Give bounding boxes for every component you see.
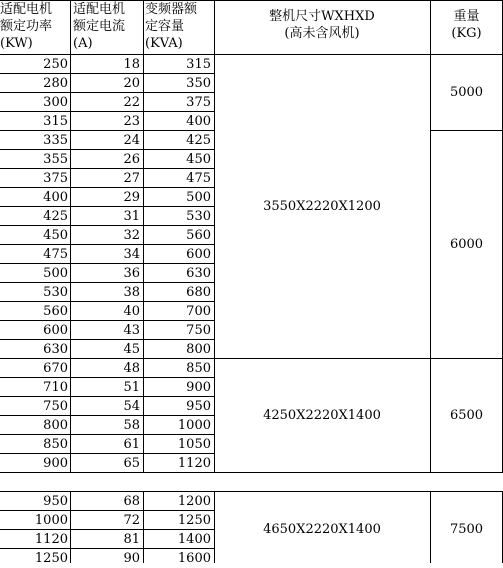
power-cell: 250: [43, 57, 68, 72]
current-cell: 26: [123, 152, 140, 167]
grid-line: [0, 472, 214, 473]
current-cell: 22: [123, 95, 140, 110]
power-cell: 560: [43, 304, 68, 319]
grid-line: [0, 187, 214, 188]
capacity-cell: 1250: [177, 513, 211, 528]
power-cell: 300: [43, 95, 68, 110]
capacity-cell: 375: [186, 95, 211, 110]
capacity-cell: 400: [186, 114, 211, 129]
grid-line: [143, 0, 144, 472]
grid-line: [0, 206, 214, 207]
power-cell: 1000: [34, 513, 68, 528]
grid-line: [0, 111, 214, 112]
grid-line: [0, 358, 214, 359]
group1-weight-a: 5000: [449, 85, 484, 100]
current-cell: 20: [123, 76, 140, 91]
capacity-cell: 1400: [177, 532, 211, 547]
current-cell: 81: [123, 532, 140, 547]
header-capacity-unit: (KVA): [145, 36, 183, 51]
grid-line: [70, 491, 71, 563]
grid-line: [0, 339, 214, 340]
grid-line: [0, 168, 214, 169]
capacity-cell: 350: [186, 76, 211, 91]
grid-line: [0, 54, 503, 55]
power-cell: 850: [43, 437, 68, 452]
power-cell: 335: [43, 133, 68, 148]
grid-line: [430, 130, 503, 131]
grid-line: [430, 491, 431, 563]
power-cell: 710: [43, 380, 68, 395]
header-size-line1: 整机尺寸WXHXD: [269, 9, 375, 24]
current-cell: 36: [123, 266, 140, 281]
header-current-unit: (A): [73, 36, 93, 51]
group2-weight: 6500: [449, 408, 484, 423]
capacity-cell: 900: [186, 380, 211, 395]
current-cell: 32: [123, 228, 140, 243]
capacity-cell: 530: [186, 209, 211, 224]
header-size-line2: (高未含风机): [284, 26, 360, 41]
grid-line: [0, 149, 214, 150]
current-cell: 18: [123, 57, 140, 72]
power-cell: 425: [43, 209, 68, 224]
header-capacity: [145, 1, 215, 53]
capacity-cell: 600: [186, 247, 211, 262]
capacity-cell: 500: [186, 190, 211, 205]
grid-line: [70, 0, 71, 472]
power-cell: 950: [43, 494, 68, 509]
capacity-cell: 850: [186, 361, 211, 376]
header-size: [214, 8, 430, 48]
grid-line: [430, 0, 431, 472]
grid-line: [0, 92, 214, 93]
current-cell: 65: [123, 456, 140, 471]
capacity-cell: 950: [186, 399, 211, 414]
grid-line: [0, 396, 214, 397]
capacity-cell: 680: [186, 285, 211, 300]
power-cell: 530: [43, 285, 68, 300]
capacity-cell: 800: [186, 342, 211, 357]
grid-line: [0, 244, 214, 245]
grid-line: [214, 358, 503, 359]
grid-line: [0, 434, 214, 435]
header-capacity-line2: 定容量: [145, 19, 185, 34]
capacity-cell: 700: [186, 304, 211, 319]
power-cell: 1120: [34, 532, 68, 547]
current-cell: 34: [123, 247, 140, 262]
group3-size: 4650X2220X1400: [263, 522, 381, 537]
current-cell: 40: [123, 304, 140, 319]
grid-line: [0, 130, 214, 131]
current-cell: 61: [123, 437, 140, 452]
capacity-cell: 450: [186, 152, 211, 167]
power-cell: 450: [43, 228, 68, 243]
grid-line: [0, 377, 214, 378]
power-cell: 375: [43, 171, 68, 186]
current-cell: 72: [123, 513, 140, 528]
grid-line: [0, 282, 214, 283]
grid-line: [0, 0, 503, 1]
grid-line: [0, 301, 214, 302]
power-cell: 630: [43, 342, 68, 357]
power-cell: 355: [43, 152, 68, 167]
current-cell: 43: [123, 323, 140, 338]
grid-line: [214, 0, 215, 472]
group3-weight: 7500: [449, 522, 484, 537]
grid-line: [0, 491, 503, 492]
header-weight-line1: 重量: [453, 9, 480, 24]
capacity-cell: 1050: [177, 437, 211, 452]
power-cell: 750: [43, 399, 68, 414]
power-cell: 1250: [34, 551, 68, 566]
grid-line: [0, 529, 214, 530]
current-cell: 27: [123, 171, 140, 186]
capacity-cell: 1120: [177, 456, 211, 471]
grid-line: [0, 453, 214, 454]
current-cell: 68: [123, 494, 140, 509]
power-cell: 315: [43, 114, 68, 129]
grid-line: [214, 472, 503, 473]
group1-weight-b: 6000: [449, 237, 484, 252]
current-cell: 24: [123, 133, 140, 148]
header-current-line1: 适配电机: [73, 2, 126, 17]
current-cell: 29: [123, 190, 140, 205]
header-weight-unit: (KG): [451, 26, 482, 41]
header-power: [0, 1, 70, 53]
grid-line: [0, 225, 214, 226]
grid-line: [0, 510, 214, 511]
current-cell: 54: [123, 399, 140, 414]
current-cell: 51: [123, 380, 140, 395]
current-cell: 23: [123, 114, 140, 129]
capacity-cell: 630: [186, 266, 211, 281]
group2-size: 4250X2220X1400: [263, 408, 381, 423]
header-power-line1: 适配电机: [0, 2, 53, 17]
current-cell: 31: [123, 209, 140, 224]
capacity-cell: 315: [186, 57, 211, 72]
header-weight: [430, 8, 503, 48]
power-cell: 280: [43, 76, 68, 91]
capacity-cell: 475: [186, 171, 211, 186]
capacity-cell: 750: [186, 323, 211, 338]
header-power-line2: 额定功率: [0, 19, 53, 34]
power-cell: 800: [43, 418, 68, 433]
header-capacity-line1: 变频器额: [145, 2, 198, 17]
current-cell: 38: [123, 285, 140, 300]
grid-line: [143, 491, 144, 563]
grid-line: [0, 415, 214, 416]
current-cell: 58: [123, 418, 140, 433]
power-cell: 670: [43, 361, 68, 376]
power-cell: 600: [43, 323, 68, 338]
header-current-line2: 额定电流: [73, 19, 126, 34]
current-cell: 45: [123, 342, 140, 357]
grid-line: [0, 320, 214, 321]
grid-line: [0, 548, 214, 549]
power-cell: 400: [43, 190, 68, 205]
power-cell: 500: [43, 266, 68, 281]
power-cell: 475: [43, 247, 68, 262]
capacity-cell: 425: [186, 133, 211, 148]
grid-line: [0, 73, 214, 74]
grid-line: [214, 491, 215, 563]
header-power-unit: (KW): [0, 36, 33, 51]
grid-line: [0, 263, 214, 264]
group1-size: 3550X2220X1200: [263, 199, 381, 214]
header-current: [73, 1, 143, 53]
current-cell: 48: [123, 361, 140, 376]
current-cell: 90: [123, 551, 140, 566]
capacity-cell: 1600: [177, 551, 211, 566]
capacity-cell: 560: [186, 228, 211, 243]
capacity-cell: 1200: [177, 494, 211, 509]
power-cell: 900: [43, 456, 68, 471]
capacity-cell: 1000: [177, 418, 211, 433]
